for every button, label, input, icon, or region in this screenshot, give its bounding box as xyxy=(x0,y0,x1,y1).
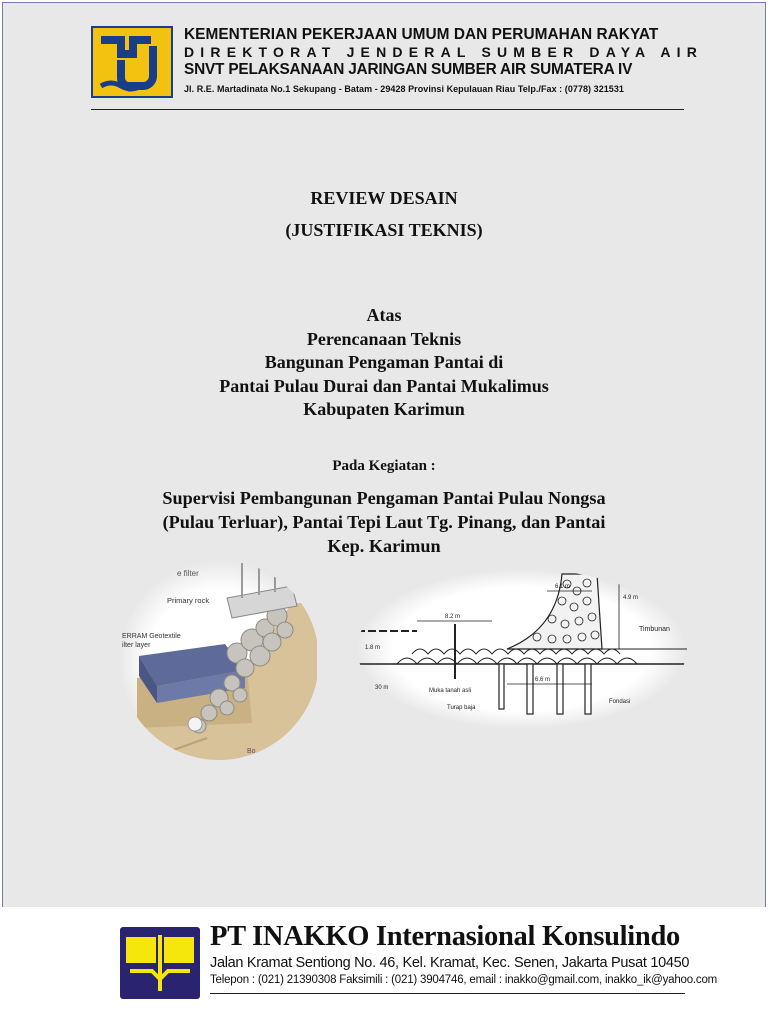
kegiatan-line: (Pulau Terluar), Pantai Tepi Laut Tg. Pinang, dan Pantai xyxy=(162,512,606,532)
label-filter-layer: ilter layer xyxy=(122,642,151,649)
dim-label: 30 m xyxy=(375,685,389,691)
ministry-name: KEMENTERIAN PEKERJAAN UMUM DAN PERUMAHAN RAKYAT xyxy=(184,26,659,43)
label-primary-rock: Primary rock xyxy=(167,596,210,605)
document-subtitle: (JUSTIFIKASI TEKNIS) xyxy=(285,220,483,240)
header-divider xyxy=(91,109,684,110)
company-name: PT INAKKO Internasional Konsulindo xyxy=(210,921,680,952)
label-turap: Turap baja xyxy=(447,705,476,711)
label-muka-tanah: Muka tanah asli xyxy=(429,688,472,694)
label-timbunan: Timbunan xyxy=(639,626,670,633)
cross-section-illustration xyxy=(357,569,687,729)
pu-ministry-logo-icon xyxy=(91,26,173,98)
atas-line: Bangunan Pengaman Pantai di xyxy=(264,352,504,372)
atas-line: Perencanaan Teknis xyxy=(306,328,462,349)
atas-line: Pantai Pulau Durai dan Pantai Mukalimus xyxy=(219,375,549,396)
dim-label: 6.1 m xyxy=(555,584,571,590)
atas-line: Kabupaten Karimun xyxy=(303,399,465,419)
directorate-name: DIREKTORAT JENDERAL SUMBER DAYA AIR xyxy=(184,44,704,60)
label-fondasi: Fondasi xyxy=(609,699,631,705)
label-filter: e filter xyxy=(177,569,199,578)
letterhead-address: Jl. R.E. Martadinata No.1 Sekupang - Batam - 29428 Provinsi Kepulauan Riau Telp./Fax : (0778) 321531 xyxy=(184,84,624,94)
letterhead-text xyxy=(184,26,704,96)
dim-label: 4.9 m xyxy=(623,595,639,601)
dim-label: 8.2 m xyxy=(445,614,461,620)
unit-name: SNVT PELAKSANAAN JARINGAN SUMBER AIR SUMATERA IV xyxy=(184,61,633,78)
atas-line: Atas xyxy=(366,305,402,325)
dim-label: 1.8 m xyxy=(365,645,381,651)
kegiatan-label: Pada Kegiatan : xyxy=(332,458,436,474)
kegiatan-line: Kep. Karimun xyxy=(327,536,441,556)
document-title: REVIEW DESAIN xyxy=(310,188,458,208)
footer-divider xyxy=(210,993,685,994)
company-address: Jalan Kramat Sentiong No. 46, Kel. Kramat, Kec. Senen, Jakarta Pusat 10450 xyxy=(210,955,690,971)
dim-label: 6.6 m xyxy=(535,677,551,683)
kegiatan-line: Supervisi Pembangunan Pengaman Pantai Pulau Nongsa xyxy=(162,488,606,508)
revetment-illustration xyxy=(117,558,322,763)
label-bottom: Bo xyxy=(247,748,256,755)
company-contact: Telepon : (021) 21390308 Faksimili : (021) 3904746, email : inakko@gmail.com, inakko_ik@yahoo.com xyxy=(210,974,718,986)
inakko-book-logo-icon xyxy=(120,927,200,999)
company-footer xyxy=(2,907,766,1022)
atas-block xyxy=(2,304,766,422)
label-geotextile: ERRAM Geotextile xyxy=(122,633,181,640)
kegiatan-block xyxy=(2,486,766,558)
document-page xyxy=(2,2,766,1022)
